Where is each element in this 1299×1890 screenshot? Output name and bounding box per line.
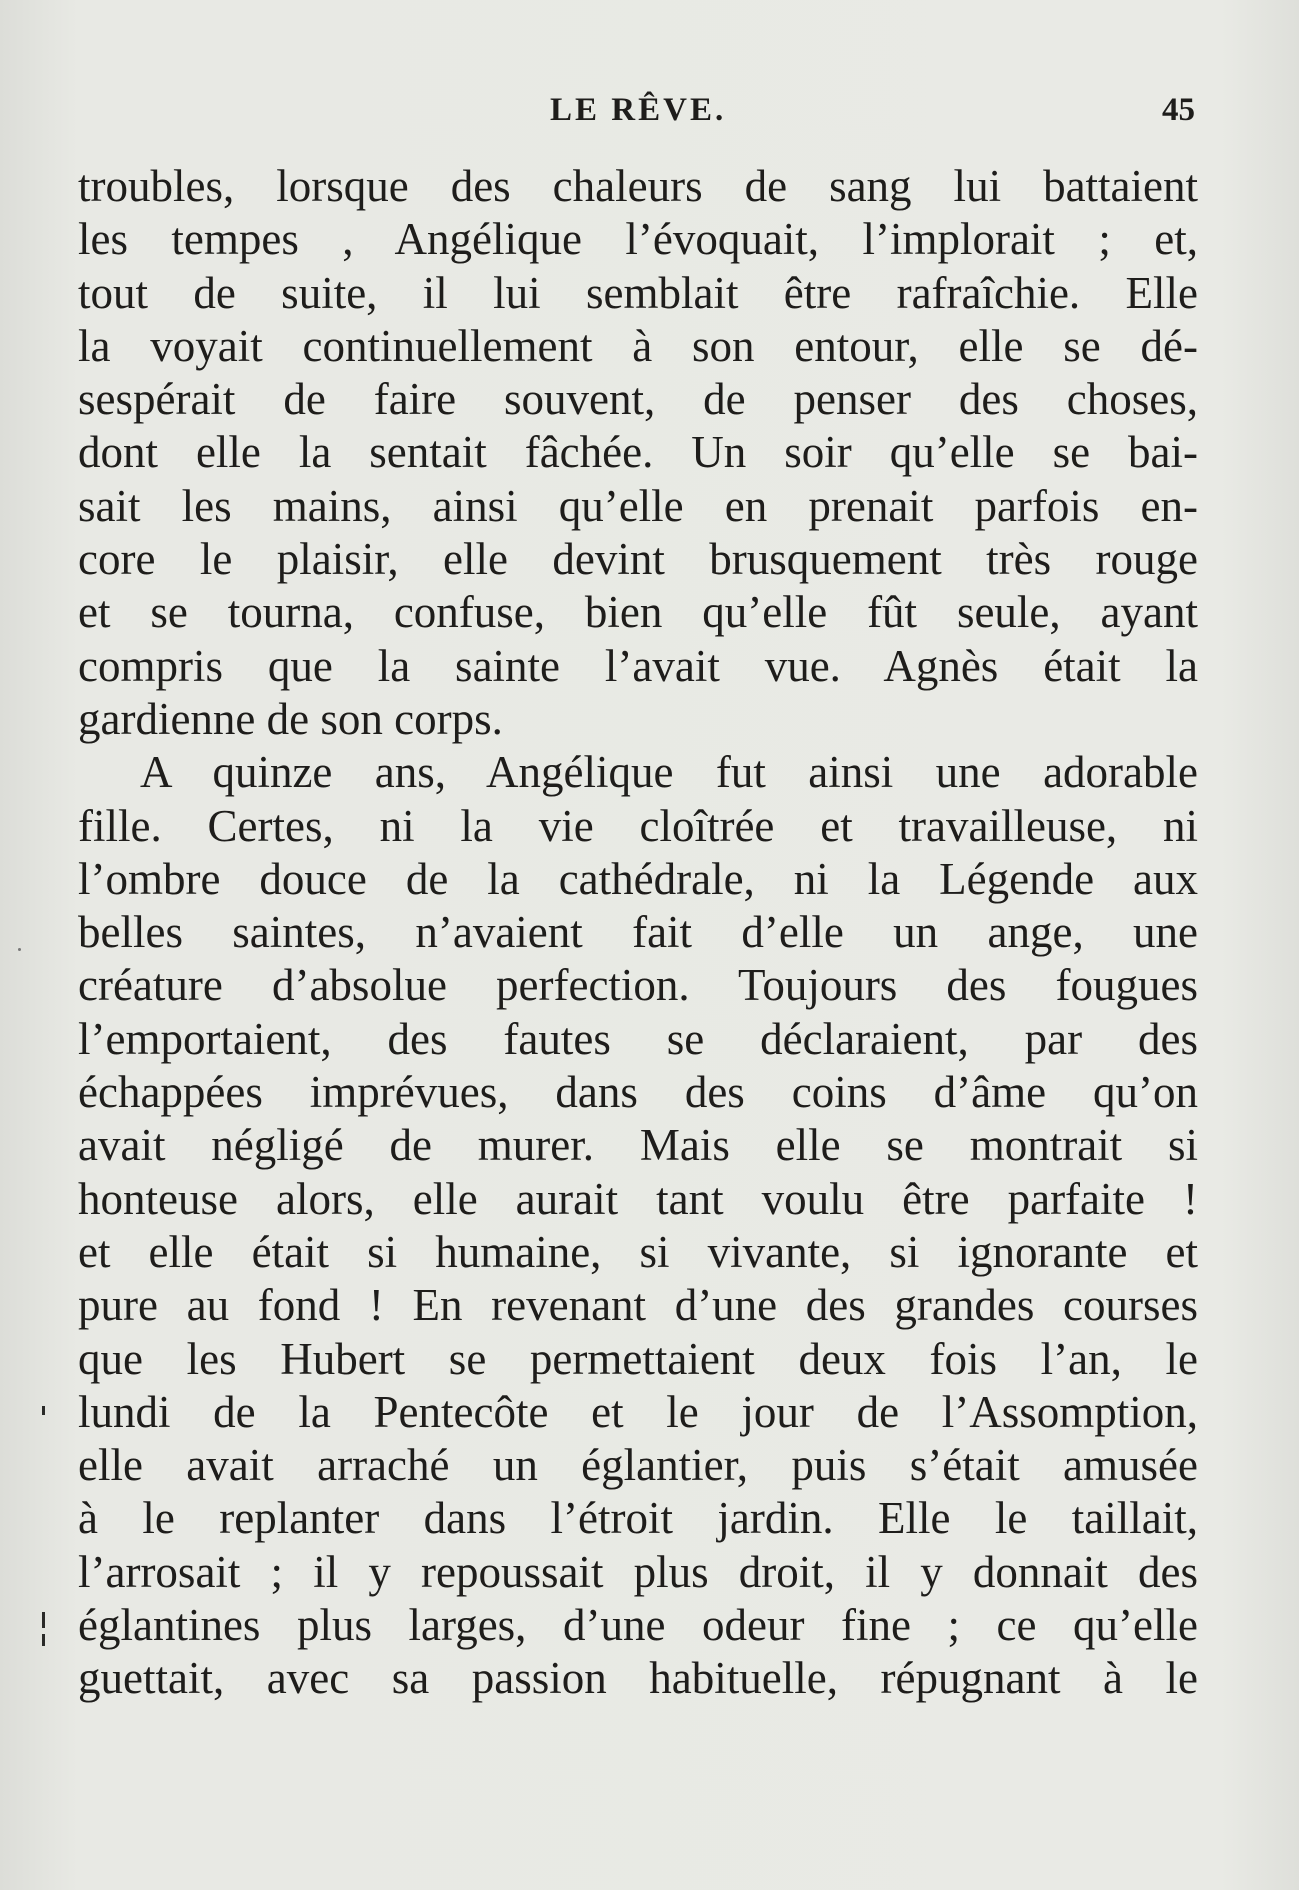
text-line: à le replanter dans l’étroit jardin. Elle le taillait, [78, 1493, 1198, 1544]
text-line: troubles, lorsque des chaleurs de sang lui battaient [78, 161, 1198, 211]
paper-speck [18, 948, 21, 951]
paragraph-2 [78, 746, 1198, 1705]
text-line: guettait, avec sa passion habituelle, répugnant à le [78, 1653, 1198, 1704]
text-line: A quinze ans, Angélique fut ainsi une adorable [140, 747, 1198, 798]
text-line: créature d’absolue perfection. Toujours des fougues [78, 960, 1198, 1011]
text-line: l’emportaient, des fautes se déclaraient, par des [78, 1013, 1198, 1064]
text-line: dont elle la sentait fâchée. Un soir qu’elle se bai- [78, 427, 1198, 478]
text-line: échappées imprévues, dans des coins d’âme qu’on [78, 1067, 1198, 1118]
margin-pencil-mark [42, 1634, 45, 1646]
text-line: compris que la sainte l’avait vue. Agnès était la [78, 640, 1198, 691]
text-line: pure au fond ! En revenant d’une des grandes courses [78, 1280, 1198, 1331]
running-head [80, 92, 1195, 132]
text-line: les tempes , Angélique l’évoquait, l’implorait ; et, [78, 214, 1198, 265]
text-line: sait les mains, ainsi qu’elle en prenait parfois en- [78, 480, 1198, 531]
text-line: et se tourna, confuse, bien qu’elle fût seule, ayant [78, 587, 1198, 638]
body-text [78, 160, 1198, 1706]
text-line: elle avait arraché un églantier, puis s’était amusée [78, 1440, 1198, 1491]
text-line: gardienne de son corps. [78, 693, 503, 744]
text-line: belles saintes, n’avaient fait d’elle un ange, une [78, 907, 1198, 958]
text-line: tout de suite, il lui semblait être rafraîchie. Elle [78, 267, 1198, 318]
margin-pencil-mark [42, 1612, 45, 1628]
text-line: l’ombre douce de la cathédrale, ni la Légende aux [78, 853, 1198, 904]
text-line: églantines plus larges, d’une odeur fine ; ce qu’elle [78, 1600, 1198, 1651]
text-line: honteuse alors, elle aurait tant voulu être parfaite ! [78, 1173, 1198, 1224]
text-line: la voyait continuellement à son entour, elle se dé- [78, 320, 1198, 371]
running-title: LE RÊVE. [550, 92, 727, 128]
text-line: avait négligé de murer. Mais elle se montrait si [78, 1120, 1198, 1171]
page-number: 45 [1162, 92, 1195, 128]
text-line: fille. Certes, ni la vie cloîtrée et travailleuse, ni [78, 800, 1198, 851]
text-line: core le plaisir, elle devint brusquement très rouge [78, 534, 1198, 585]
margin-pencil-mark [42, 1406, 45, 1415]
text-line: sespérait de faire souvent, de penser des choses, [78, 374, 1198, 425]
text-line: l’arrosait ; il y repoussait plus droit, il y donnait des [78, 1546, 1198, 1597]
text-line: que les Hubert se permettaient deux fois l’an, le [78, 1333, 1198, 1384]
paragraph-1 [78, 160, 1198, 746]
text-line: et elle était si humaine, si vivante, si ignorante et [78, 1226, 1198, 1277]
text-line: lundi de la Pentecôte et le jour de l’Assomption, [78, 1386, 1198, 1437]
